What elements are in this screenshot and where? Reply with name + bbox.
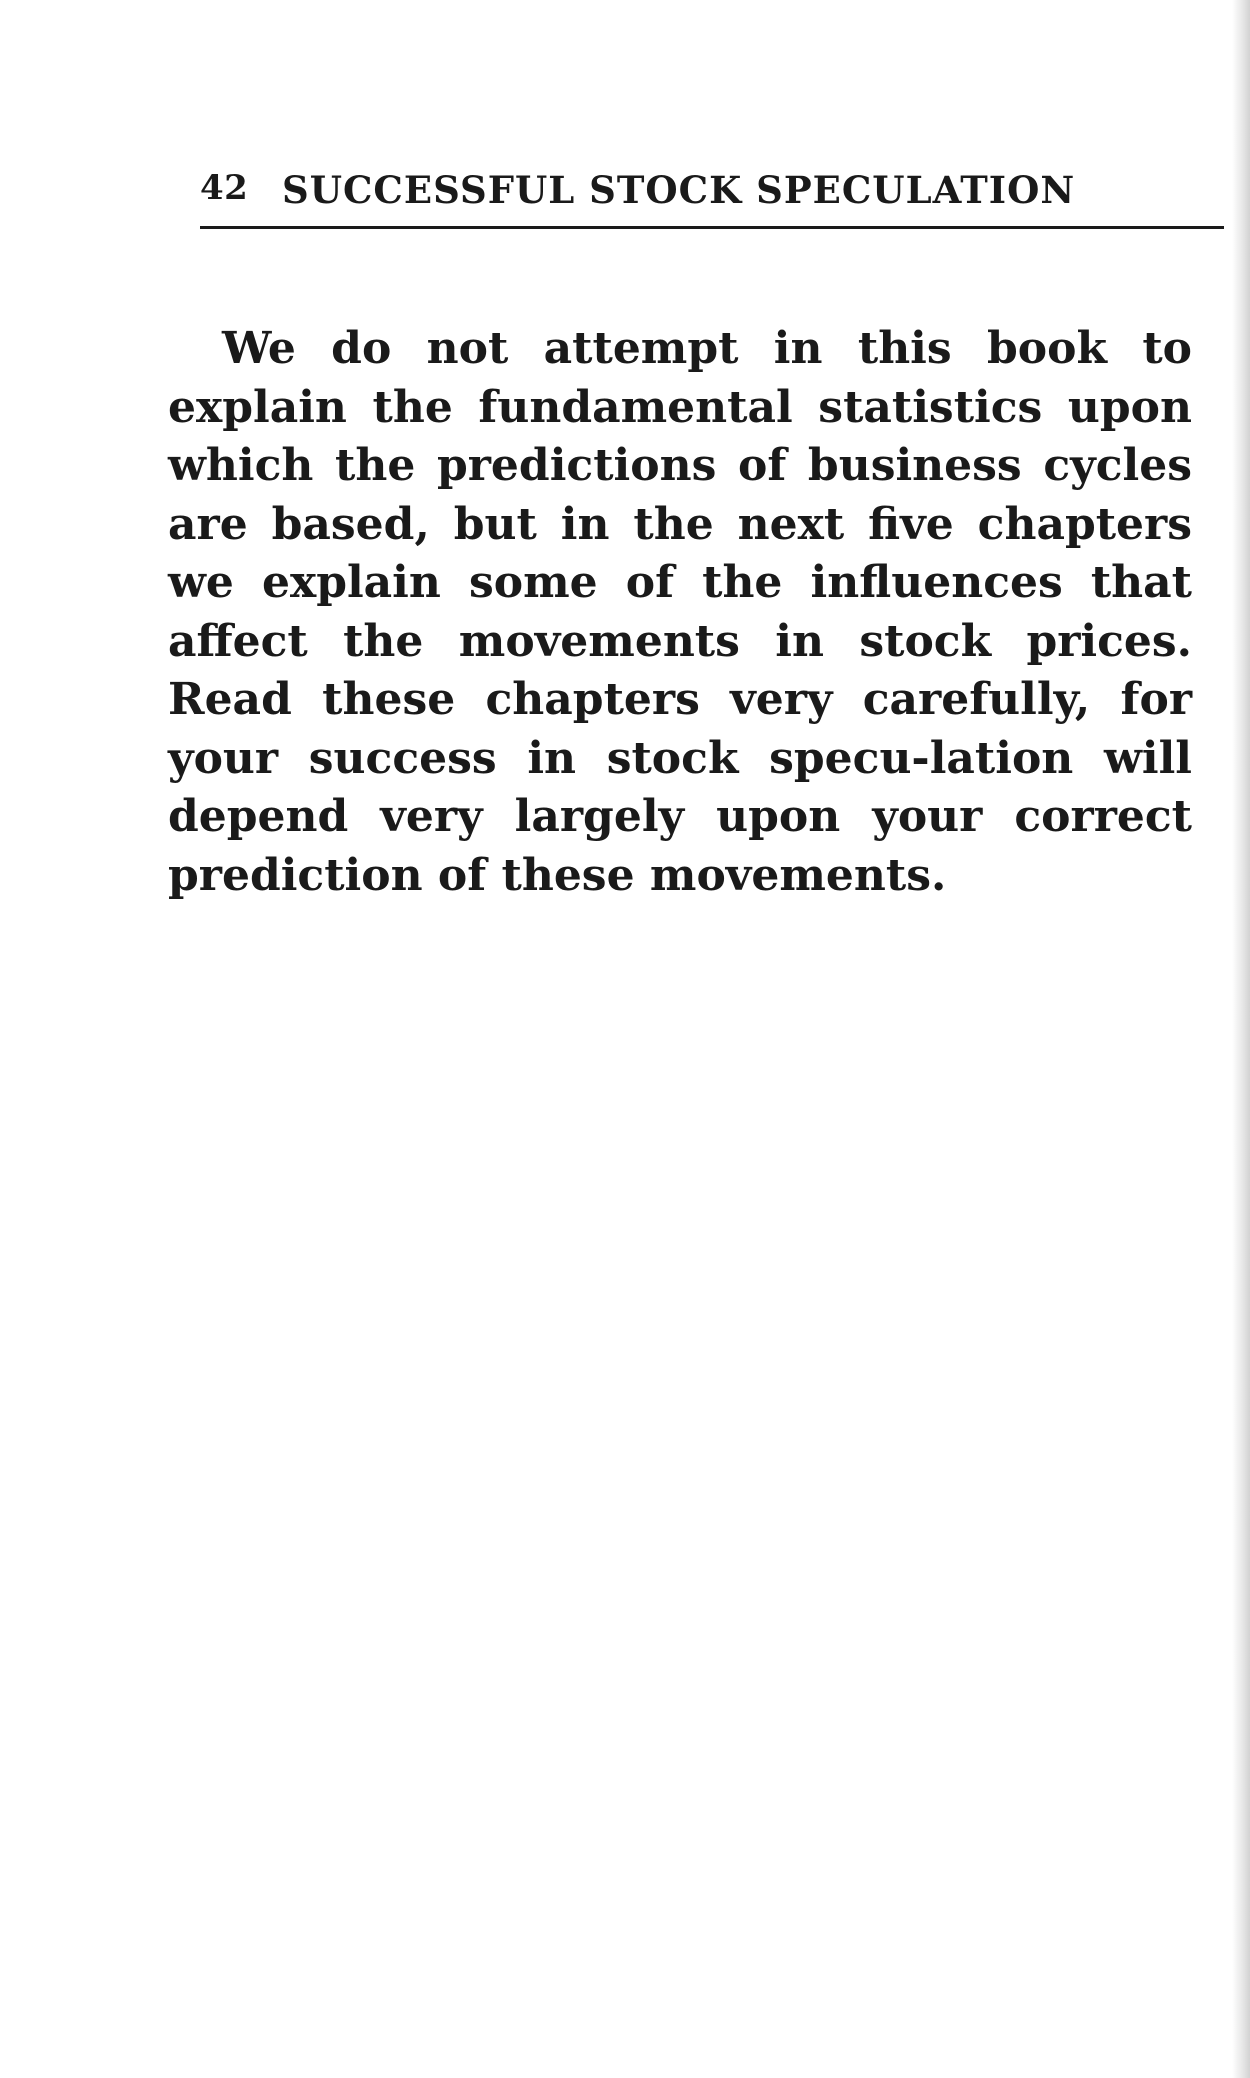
running-head xyxy=(200,168,1224,224)
running-title: SUCCESSFUL STOCK SPECULATION xyxy=(282,168,1076,212)
page-edge-shadow xyxy=(1232,0,1250,2078)
page-number: 42 xyxy=(200,168,249,208)
header-rule xyxy=(200,226,1224,229)
body-paragraph: We do not attempt in this book to explain the fundamental statistics upon which the predictions of business cycles are based, but in the next five chapters we explain some of the influences that affect the movements in stock prices. Read these chapters very carefully, for your success in stock specu-lation will depend very largely upon your correct prediction of these movements. xyxy=(168,323,1192,901)
